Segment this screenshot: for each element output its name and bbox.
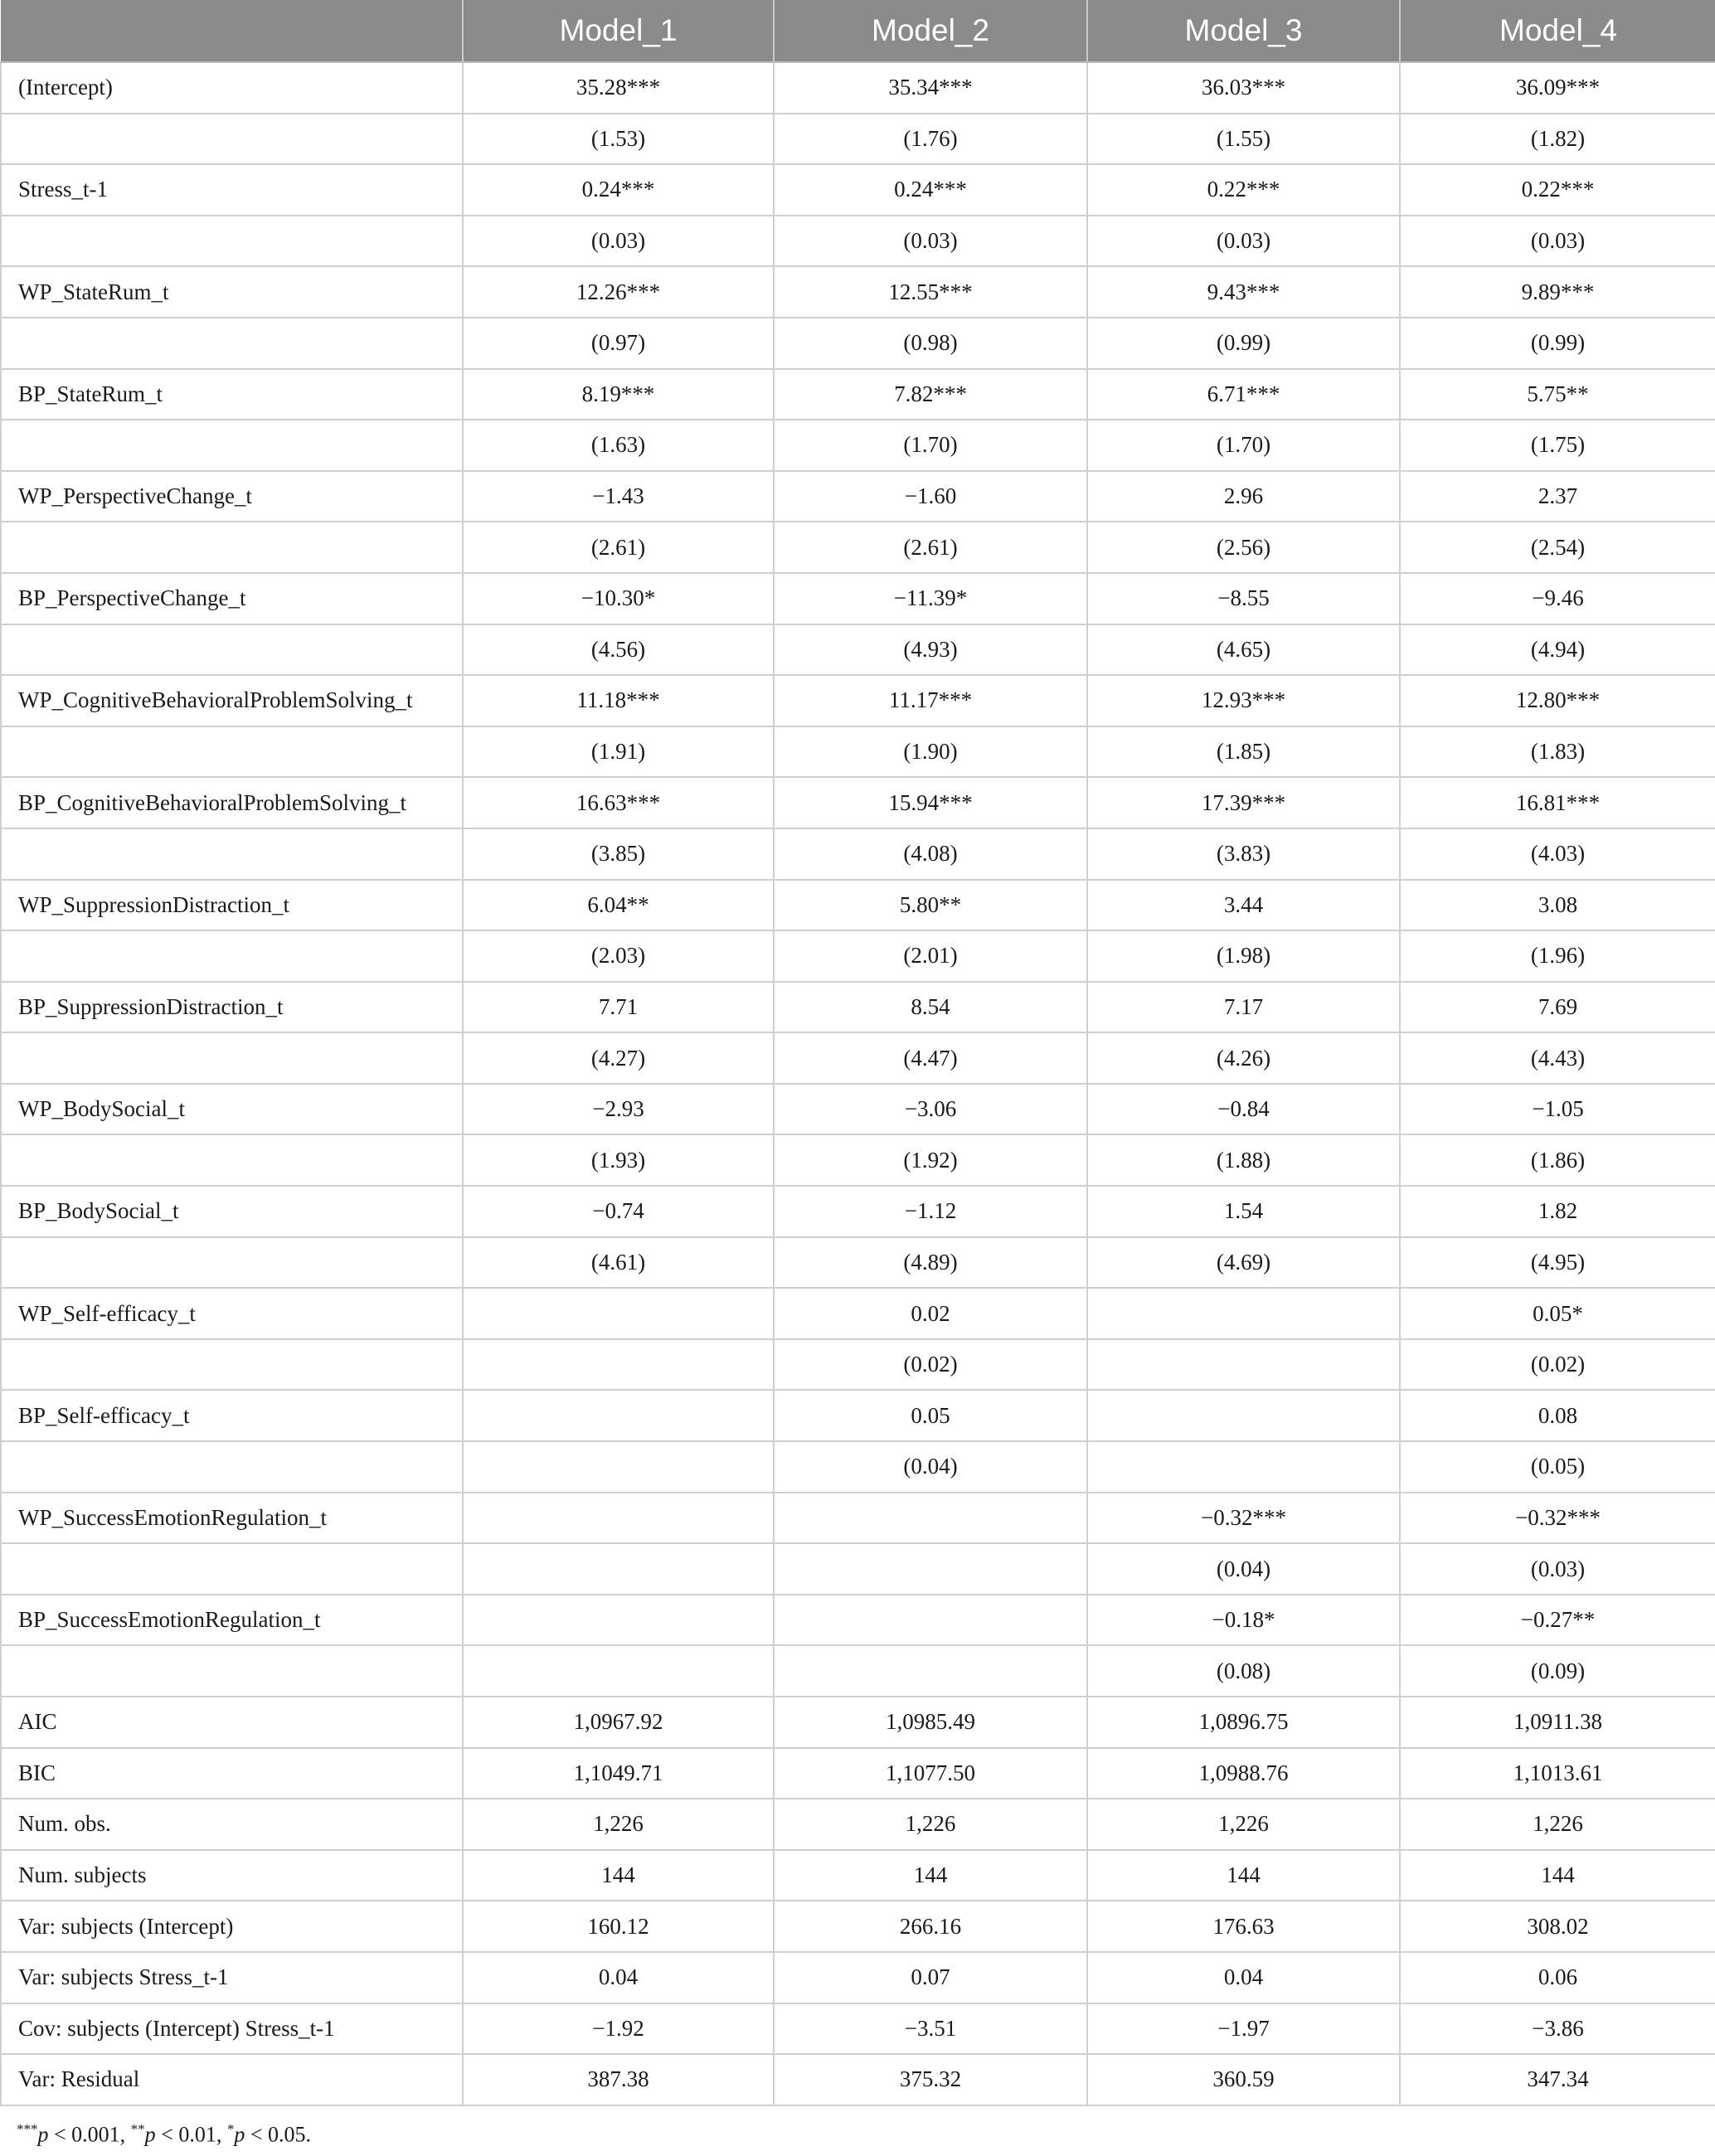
value-cell: (4.69)	[1087, 1237, 1400, 1289]
value-cell: (1.53)	[463, 114, 774, 165]
value-cell: 2.37	[1400, 471, 1715, 522]
table-row	[1, 828, 1715, 880]
row-label-cell: WP_SuccessEmotionRegulation_t	[1, 1493, 463, 1544]
row-label-cell	[1, 726, 463, 778]
row-label-cell: Var: Residual	[1, 2054, 463, 2105]
value-cell: 6.71***	[1087, 369, 1400, 420]
table-row	[1, 318, 1715, 369]
value-cell: (1.82)	[1400, 114, 1715, 165]
footnote-text: < 0.001,	[48, 2122, 131, 2147]
table-row	[1, 216, 1715, 267]
footnote-p: p	[144, 2122, 156, 2147]
value-cell: (4.94)	[1400, 624, 1715, 676]
row-label-cell: Var: subjects Stress_t-1	[1, 1952, 463, 2003]
table-body	[1, 62, 1715, 2105]
value-cell: 0.07	[774, 1952, 1087, 2003]
value-cell: 35.34***	[774, 62, 1087, 114]
row-label-cell: Cov: subjects (Intercept) Stress_t-1	[1, 2003, 463, 2055]
value-cell: (4.26)	[1087, 1032, 1400, 1084]
value-cell: 1,0985.49	[774, 1697, 1087, 1748]
row-label-cell: BP_StateRum_t	[1, 369, 463, 420]
value-cell	[1087, 1288, 1400, 1339]
footnote-sup: **	[130, 2121, 145, 2137]
row-label-cell	[1, 216, 463, 267]
value-cell: 1,226	[774, 1799, 1087, 1850]
value-cell: 1,226	[1400, 1799, 1715, 1850]
value-cell: 16.81***	[1400, 777, 1715, 828]
value-cell: (1.90)	[774, 726, 1087, 778]
value-cell: (2.56)	[1087, 522, 1400, 573]
value-cell	[463, 1645, 774, 1697]
row-label-cell: Num. subjects	[1, 1850, 463, 1901]
table-row	[1, 2054, 1715, 2105]
value-cell: 7.17	[1087, 982, 1400, 1033]
significance-footnote	[17, 2121, 311, 2148]
value-cell: (4.56)	[463, 624, 774, 676]
value-cell: (0.03)	[1087, 216, 1400, 267]
row-label-cell	[1, 828, 463, 880]
value-cell: 144	[1087, 1850, 1400, 1901]
row-label-cell: Num. obs.	[1, 1799, 463, 1850]
row-label-cell: WP_PerspectiveChange_t	[1, 471, 463, 522]
value-cell: −1.43	[463, 471, 774, 522]
value-cell: −8.55	[1087, 573, 1400, 624]
value-cell: 3.08	[1400, 880, 1715, 931]
value-cell: (2.61)	[463, 522, 774, 573]
value-cell: (2.03)	[463, 930, 774, 982]
table-row	[1, 369, 1715, 420]
value-cell: (1.70)	[1087, 420, 1400, 471]
value-cell: 12.80***	[1400, 675, 1715, 726]
value-cell: (4.43)	[1400, 1032, 1715, 1084]
table-row	[1, 1850, 1715, 1901]
value-cell: (1.85)	[1087, 726, 1400, 778]
value-cell: 7.69	[1400, 982, 1715, 1033]
value-cell: 360.59	[1087, 2054, 1400, 2105]
row-label-cell: WP_StateRum_t	[1, 266, 463, 318]
table-row	[1, 522, 1715, 573]
value-cell: 7.82***	[774, 369, 1087, 420]
value-cell	[463, 1595, 774, 1646]
value-cell	[1087, 1441, 1400, 1493]
footnote-p: p	[234, 2122, 245, 2147]
value-cell: 5.80**	[774, 880, 1087, 931]
value-cell: −1.05	[1400, 1084, 1715, 1135]
table-row	[1, 62, 1715, 114]
table-row	[1, 1339, 1715, 1391]
table-row	[1, 2003, 1715, 2055]
value-cell: 1,1049.71	[463, 1748, 774, 1799]
value-cell	[463, 1543, 774, 1595]
row-label-cell: Var: subjects (Intercept)	[1, 1901, 463, 1952]
value-cell: (3.83)	[1087, 828, 1400, 880]
value-cell: 0.24***	[774, 164, 1087, 216]
value-cell: (0.03)	[1400, 216, 1715, 267]
value-cell: (1.98)	[1087, 930, 1400, 982]
value-cell: −0.18*	[1087, 1595, 1400, 1646]
value-cell: (4.03)	[1400, 828, 1715, 880]
value-cell: (0.04)	[774, 1441, 1087, 1493]
value-cell: 9.89***	[1400, 266, 1715, 318]
row-label-cell: WP_BodySocial_t	[1, 1084, 463, 1135]
row-label-cell: AIC	[1, 1697, 463, 1748]
value-cell: −3.51	[774, 2003, 1087, 2055]
value-cell: −2.93	[463, 1084, 774, 1135]
value-cell: (2.61)	[774, 522, 1087, 573]
table-row	[1, 726, 1715, 778]
value-cell: 9.43***	[1087, 266, 1400, 318]
value-cell: 387.38	[463, 2054, 774, 2105]
value-cell: 1,226	[463, 1799, 774, 1850]
table-row	[1, 1441, 1715, 1493]
footnote-p: p	[37, 2122, 49, 2147]
table-row	[1, 1084, 1715, 1135]
value-cell: 1,0967.92	[463, 1697, 774, 1748]
value-cell: (0.03)	[774, 216, 1087, 267]
header-cell-model-4: Model_4	[1400, 0, 1715, 62]
row-label-cell: BP_SuppressionDistraction_t	[1, 982, 463, 1033]
table-row	[1, 1952, 1715, 2003]
table-row	[1, 1645, 1715, 1697]
value-cell: 7.71	[463, 982, 774, 1033]
table-row	[1, 1390, 1715, 1441]
table-row	[1, 114, 1715, 165]
value-cell: 0.02	[774, 1288, 1087, 1339]
value-cell: 1,1013.61	[1400, 1748, 1715, 1799]
value-cell	[463, 1288, 774, 1339]
row-label-cell: BP_Self-efficacy_t	[1, 1390, 463, 1441]
table-row	[1, 573, 1715, 624]
row-label-cell	[1, 624, 463, 676]
value-cell: (3.85)	[463, 828, 774, 880]
table-row	[1, 1748, 1715, 1799]
value-cell: 0.06	[1400, 1952, 1715, 2003]
value-cell: (0.03)	[463, 216, 774, 267]
value-cell: (0.08)	[1087, 1645, 1400, 1697]
value-cell: 6.04**	[463, 880, 774, 931]
value-cell	[1087, 1339, 1400, 1391]
value-cell: (1.92)	[774, 1134, 1087, 1186]
value-cell	[463, 1390, 774, 1441]
table-row	[1, 1595, 1715, 1646]
value-cell: 144	[774, 1850, 1087, 1901]
value-cell: −3.06	[774, 1084, 1087, 1135]
value-cell	[463, 1493, 774, 1544]
value-cell: (4.27)	[463, 1032, 774, 1084]
table-row	[1, 982, 1715, 1033]
row-label-cell	[1, 1339, 463, 1391]
value-cell: 144	[1400, 1850, 1715, 1901]
value-cell	[463, 1339, 774, 1391]
row-label-cell	[1, 114, 463, 165]
value-cell: (0.09)	[1400, 1645, 1715, 1697]
table-row	[1, 1543, 1715, 1595]
value-cell: 35.28***	[463, 62, 774, 114]
row-label-cell	[1, 1032, 463, 1084]
value-cell	[774, 1595, 1087, 1646]
value-cell: 0.22***	[1087, 164, 1400, 216]
value-cell: −0.32***	[1087, 1493, 1400, 1544]
value-cell	[774, 1493, 1087, 1544]
value-cell: 1,226	[1087, 1799, 1400, 1850]
table-row	[1, 675, 1715, 726]
value-cell: −1.92	[463, 2003, 774, 2055]
footnote-sup: *	[226, 2121, 235, 2137]
value-cell: 0.04	[1087, 1952, 1400, 2003]
value-cell: −1.97	[1087, 2003, 1400, 2055]
value-cell: 8.19***	[463, 369, 774, 420]
value-cell: 12.93***	[1087, 675, 1400, 726]
value-cell: 1.54	[1087, 1186, 1400, 1237]
footnote-text: < 0.05.	[245, 2122, 312, 2147]
value-cell: (1.70)	[774, 420, 1087, 471]
row-label-cell: BP_SuccessEmotionRegulation_t	[1, 1595, 463, 1646]
value-cell: 11.17***	[774, 675, 1087, 726]
value-cell: −11.39*	[774, 573, 1087, 624]
value-cell	[463, 1441, 774, 1493]
table-row	[1, 1134, 1715, 1186]
row-label-cell: Stress_t-1	[1, 164, 463, 216]
value-cell: 8.54	[774, 982, 1087, 1033]
value-cell: −1.60	[774, 471, 1087, 522]
header-cell-model-2: Model_2	[774, 0, 1087, 62]
value-cell: 308.02	[1400, 1901, 1715, 1952]
value-cell: 16.63***	[463, 777, 774, 828]
value-cell: (0.02)	[1400, 1339, 1715, 1391]
value-cell: (4.93)	[774, 624, 1087, 676]
value-cell	[774, 1543, 1087, 1595]
table-row	[1, 1288, 1715, 1339]
value-cell: 2.96	[1087, 471, 1400, 522]
row-label-cell: WP_CognitiveBehavioralProblemSolving_t	[1, 675, 463, 726]
value-cell: (4.95)	[1400, 1237, 1715, 1289]
value-cell: 0.05	[774, 1390, 1087, 1441]
table-row	[1, 880, 1715, 931]
value-cell: 1,0911.38	[1400, 1697, 1715, 1748]
value-cell: 266.16	[774, 1901, 1087, 1952]
table-row	[1, 624, 1715, 676]
row-label-cell: BP_PerspectiveChange_t	[1, 573, 463, 624]
value-cell: −0.27**	[1400, 1595, 1715, 1646]
value-cell: (1.75)	[1400, 420, 1715, 471]
value-cell: 0.05*	[1400, 1288, 1715, 1339]
table-row	[1, 164, 1715, 216]
value-cell: −0.74	[463, 1186, 774, 1237]
row-label-cell: BP_CognitiveBehavioralProblemSolving_t	[1, 777, 463, 828]
value-cell: (0.97)	[463, 318, 774, 369]
value-cell: 1.82	[1400, 1186, 1715, 1237]
value-cell: −9.46	[1400, 573, 1715, 624]
value-cell: 0.24***	[463, 164, 774, 216]
header-cell-model-1: Model_1	[463, 0, 774, 62]
footnote-text: < 0.01,	[155, 2122, 227, 2147]
value-cell: (0.99)	[1087, 318, 1400, 369]
row-label-cell: (Intercept)	[1, 62, 463, 114]
value-cell: 5.75**	[1400, 369, 1715, 420]
value-cell: (0.98)	[774, 318, 1087, 369]
value-cell: (1.91)	[463, 726, 774, 778]
value-cell: (0.04)	[1087, 1543, 1400, 1595]
value-cell: 144	[463, 1850, 774, 1901]
header-cell-model-3: Model_3	[1087, 0, 1400, 62]
header-cell-predictor	[1, 0, 463, 62]
value-cell: (0.05)	[1400, 1441, 1715, 1493]
table-row	[1, 1186, 1715, 1237]
footnote-sup: ***	[17, 2121, 38, 2137]
row-label-cell: WP_Self-efficacy_t	[1, 1288, 463, 1339]
table-row	[1, 420, 1715, 471]
row-label-cell: BIC	[1, 1748, 463, 1799]
table-row	[1, 1493, 1715, 1544]
value-cell: (1.93)	[463, 1134, 774, 1186]
value-cell: −1.12	[774, 1186, 1087, 1237]
value-cell: 36.09***	[1400, 62, 1715, 114]
row-label-cell: WP_SuppressionDistraction_t	[1, 880, 463, 931]
row-label-cell	[1, 318, 463, 369]
row-label-cell	[1, 930, 463, 982]
value-cell: −0.32***	[1400, 1493, 1715, 1544]
value-cell: (4.47)	[774, 1032, 1087, 1084]
value-cell: 0.22***	[1400, 164, 1715, 216]
value-cell: (1.55)	[1087, 114, 1400, 165]
table-row	[1, 1032, 1715, 1084]
value-cell: −3.86	[1400, 2003, 1715, 2055]
value-cell: 12.26***	[463, 266, 774, 318]
value-cell: 0.04	[463, 1952, 774, 2003]
value-cell	[1087, 1390, 1400, 1441]
value-cell	[774, 1645, 1087, 1697]
value-cell: (4.89)	[774, 1237, 1087, 1289]
value-cell: 17.39***	[1087, 777, 1400, 828]
value-cell: (2.01)	[774, 930, 1087, 982]
header-row	[1, 0, 1715, 62]
value-cell: (2.54)	[1400, 522, 1715, 573]
value-cell: (0.99)	[1400, 318, 1715, 369]
value-cell: 1,0896.75	[1087, 1697, 1400, 1748]
row-label-cell	[1, 1543, 463, 1595]
value-cell: 3.44	[1087, 880, 1400, 931]
value-cell: 176.63	[1087, 1901, 1400, 1952]
value-cell: (1.88)	[1087, 1134, 1400, 1186]
value-cell: (1.83)	[1400, 726, 1715, 778]
value-cell: −0.84	[1087, 1084, 1400, 1135]
value-cell: −10.30*	[463, 573, 774, 624]
value-cell: 347.34	[1400, 2054, 1715, 2105]
value-cell: (0.03)	[1400, 1543, 1715, 1595]
value-cell: 36.03***	[1087, 62, 1400, 114]
row-label-cell	[1, 1645, 463, 1697]
table-row	[1, 471, 1715, 522]
value-cell: 15.94***	[774, 777, 1087, 828]
table-row	[1, 1799, 1715, 1850]
row-label-cell	[1, 1134, 463, 1186]
value-cell: (0.02)	[774, 1339, 1087, 1391]
value-cell: (4.61)	[463, 1237, 774, 1289]
value-cell: (1.86)	[1400, 1134, 1715, 1186]
table-row	[1, 777, 1715, 828]
value-cell: 1,1077.50	[774, 1748, 1087, 1799]
table-row	[1, 1697, 1715, 1748]
value-cell: 11.18***	[463, 675, 774, 726]
value-cell: 0.08	[1400, 1390, 1715, 1441]
row-label-cell	[1, 1441, 463, 1493]
value-cell: (1.96)	[1400, 930, 1715, 982]
row-label-cell	[1, 522, 463, 573]
row-label-cell	[1, 420, 463, 471]
table-row	[1, 1901, 1715, 1952]
value-cell: (1.76)	[774, 114, 1087, 165]
value-cell: 12.55***	[774, 266, 1087, 318]
row-label-cell: BP_BodySocial_t	[1, 1186, 463, 1237]
table-row	[1, 266, 1715, 318]
table-row	[1, 930, 1715, 982]
value-cell: 1,0988.76	[1087, 1748, 1400, 1799]
table-row	[1, 1237, 1715, 1289]
value-cell: (4.65)	[1087, 624, 1400, 676]
value-cell: 160.12	[463, 1901, 774, 1952]
row-label-cell	[1, 1237, 463, 1289]
value-cell: 375.32	[774, 2054, 1087, 2105]
value-cell: (4.08)	[774, 828, 1087, 880]
value-cell: (1.63)	[463, 420, 774, 471]
